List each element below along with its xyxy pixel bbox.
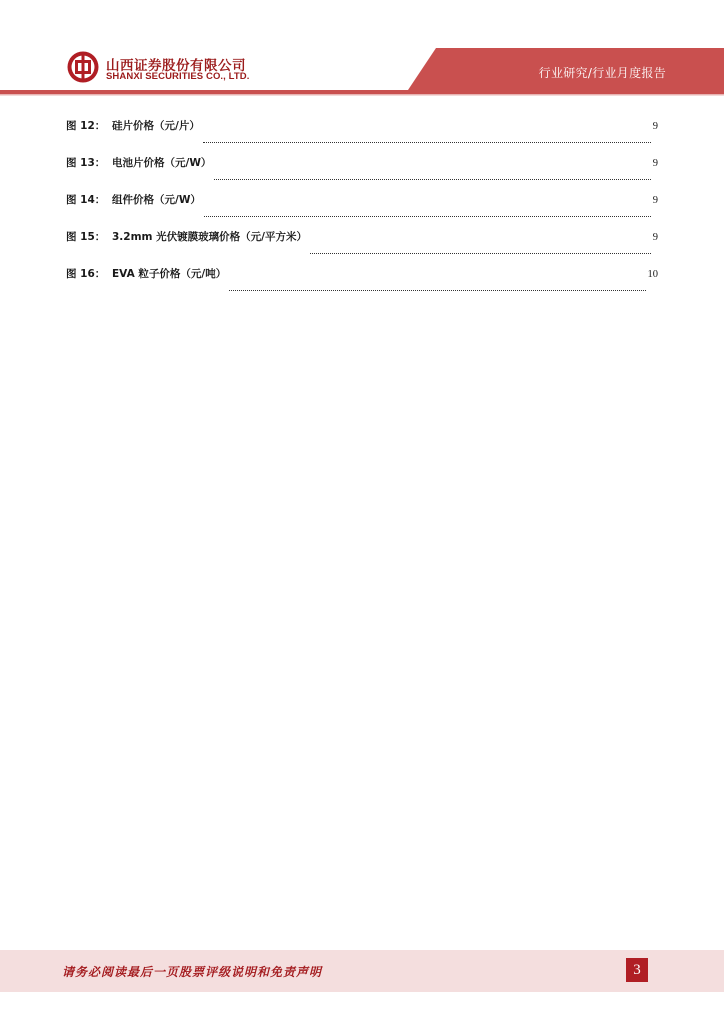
toc-leader-dots — [310, 252, 651, 254]
toc-entry[interactable] — [66, 229, 658, 266]
toc-entry-number: 图 16： — [66, 268, 106, 280]
page-header — [0, 0, 724, 100]
toc-entry-title: 硅片价格（元/片） — [112, 120, 200, 132]
header-band — [0, 0, 724, 100]
toc-entry-title: 3.2mm 光伏镀膜玻璃价格（元/平方米） — [112, 231, 307, 243]
toc-entry-title: EVA 粒子价格（元/吨） — [112, 268, 227, 280]
toc-entry-number: 图 14： — [66, 194, 106, 206]
toc-entry-number: 图 12： — [66, 120, 106, 132]
company-name-cn: 山西证券股份有限公司 — [106, 58, 246, 74]
toc-leader-dots — [229, 289, 645, 291]
toc-leader-dots — [204, 215, 651, 217]
toc-leader-dots — [203, 141, 651, 143]
toc-entry[interactable] — [66, 266, 658, 303]
company-name-en: SHANXI SECURITIES CO., LTD. — [106, 71, 250, 82]
footer-disclaimer: 请务必阅读最后一页股票评级说明和免责声明 — [62, 965, 323, 979]
toc-entry[interactable] — [66, 192, 658, 229]
toc-entry-title: 电池片价格（元/W） — [112, 157, 212, 169]
toc-entry[interactable] — [66, 118, 658, 155]
figure-list — [66, 118, 658, 303]
toc-entry-page: 9 — [652, 195, 658, 206]
page-number: 3 — [626, 958, 648, 982]
report-type: 行业研究/行业月度报告 — [538, 66, 666, 80]
toc-entry-number: 图 13： — [66, 157, 106, 169]
toc-entry-page: 9 — [652, 121, 658, 132]
toc-leader-dots — [214, 178, 650, 180]
toc-entry-page: 9 — [652, 158, 658, 169]
toc-entry-page: 9 — [652, 232, 658, 243]
toc-entry-title: 组件价格（元/W） — [112, 194, 201, 206]
shanxi-securities-logo-icon — [66, 50, 100, 84]
toc-entry[interactable] — [66, 155, 658, 192]
toc-entry-number: 图 15： — [66, 231, 106, 243]
toc-entry-page: 10 — [647, 269, 658, 280]
